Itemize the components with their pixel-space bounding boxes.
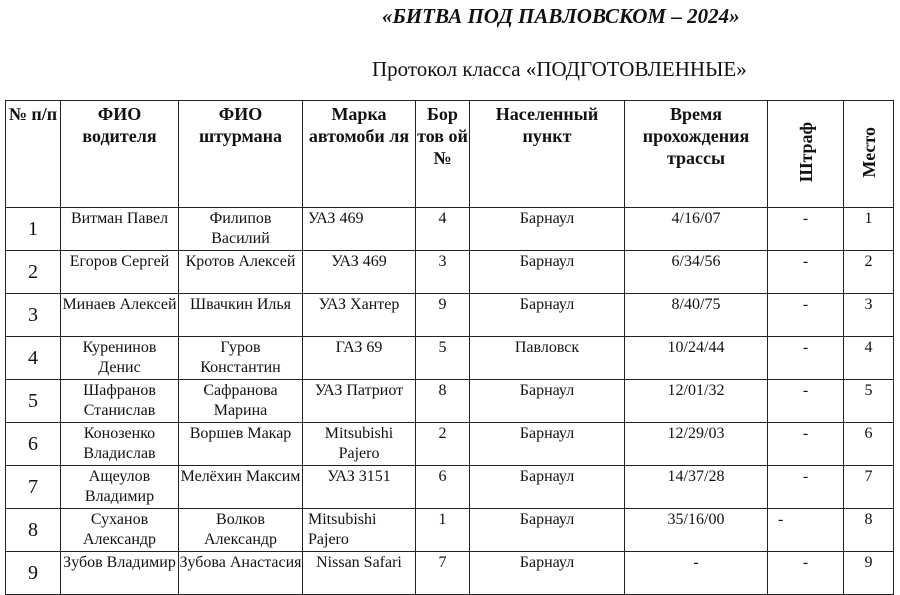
table-row bbox=[6, 337, 894, 380]
cell-num: 4 bbox=[6, 337, 61, 380]
table-row bbox=[6, 294, 894, 337]
cell-city: Барнаул bbox=[470, 552, 625, 595]
cell-driver: Шафранов Станислав bbox=[61, 380, 179, 423]
cell-time: 10/24/44 bbox=[625, 337, 768, 380]
cell-place: 1 bbox=[844, 208, 894, 251]
cell-place: 5 bbox=[844, 380, 894, 423]
cell-penalty: - bbox=[768, 552, 844, 595]
header-car: Марка автомоби ля bbox=[303, 101, 416, 208]
cell-navigator: Воршев Макар bbox=[179, 423, 303, 466]
document-title: «БИТВА ПОД ПАВЛОВСКОМ – 2024» bbox=[382, 4, 740, 28]
cell-board: 3 bbox=[416, 251, 470, 294]
cell-navigator: Сафранова Марина bbox=[179, 380, 303, 423]
cell-place: 2 bbox=[844, 251, 894, 294]
cell-penalty: - bbox=[768, 294, 844, 337]
cell-city: Барнаул bbox=[470, 423, 625, 466]
cell-car: УАЗ Патриот bbox=[303, 380, 416, 423]
table-row bbox=[6, 208, 894, 251]
cell-board: 7 bbox=[416, 552, 470, 595]
cell-navigator: Швачкин Илья bbox=[179, 294, 303, 337]
cell-num: 5 bbox=[6, 380, 61, 423]
cell-board: 8 bbox=[416, 380, 470, 423]
cell-time: - bbox=[625, 552, 768, 595]
cell-board: 5 bbox=[416, 337, 470, 380]
cell-num: 6 bbox=[6, 423, 61, 466]
cell-place: 8 bbox=[844, 509, 894, 552]
cell-board: 6 bbox=[416, 466, 470, 509]
protocol-subtitle: Протокол класса «ПОДГОТОВЛЕННЫЕ» bbox=[372, 57, 747, 81]
table-row bbox=[6, 423, 894, 466]
cell-city: Барнаул bbox=[470, 294, 625, 337]
cell-city: Барнаул bbox=[470, 251, 625, 294]
cell-driver: Суханов Александр bbox=[61, 509, 179, 552]
cell-num: 2 bbox=[6, 251, 61, 294]
cell-penalty: - bbox=[768, 337, 844, 380]
table-row bbox=[6, 251, 894, 294]
cell-city: Барнаул bbox=[470, 466, 625, 509]
cell-driver: Егоров Сергей bbox=[61, 251, 179, 294]
header-penalty-label: Штраф bbox=[795, 122, 816, 183]
results-table bbox=[5, 100, 894, 595]
cell-num: 1 bbox=[6, 208, 61, 251]
cell-city: Барнаул bbox=[470, 509, 625, 552]
cell-city: Павловск bbox=[470, 337, 625, 380]
cell-num: 3 bbox=[6, 294, 61, 337]
cell-driver: Витман Павел bbox=[61, 208, 179, 251]
cell-time: 8/40/75 bbox=[625, 294, 768, 337]
cell-board: 2 bbox=[416, 423, 470, 466]
header-board: Бор тов ой № bbox=[416, 101, 470, 208]
cell-navigator: Зубова Анастасия bbox=[179, 552, 303, 595]
cell-num: 8 bbox=[6, 509, 61, 552]
cell-driver: Зубов Владимир bbox=[61, 552, 179, 595]
header-time: Время прохождения трассы bbox=[625, 101, 768, 208]
cell-city: Барнаул bbox=[470, 380, 625, 423]
cell-penalty: - bbox=[768, 509, 844, 552]
cell-navigator: Волков Александр bbox=[179, 509, 303, 552]
cell-car: Mitsubishi Pajero bbox=[303, 423, 416, 466]
cell-car: УАЗ 469 bbox=[303, 208, 416, 251]
cell-driver: Конозенко Владислав bbox=[61, 423, 179, 466]
cell-board: 4 bbox=[416, 208, 470, 251]
cell-car: Mitsubishi Pajero bbox=[303, 509, 416, 552]
cell-time: 14/37/28 bbox=[625, 466, 768, 509]
header-num: № п/п bbox=[6, 101, 61, 208]
cell-time: 6/34/56 bbox=[625, 251, 768, 294]
cell-navigator: Гуров Константин bbox=[179, 337, 303, 380]
header-place-label: Место bbox=[858, 127, 879, 178]
cell-board: 9 bbox=[416, 294, 470, 337]
cell-time: 35/16/00 bbox=[625, 509, 768, 552]
cell-place: 3 bbox=[844, 294, 894, 337]
cell-driver: Куренинов Денис bbox=[61, 337, 179, 380]
cell-navigator: Филипов Василий bbox=[179, 208, 303, 251]
cell-car: ГАЗ 69 bbox=[303, 337, 416, 380]
cell-time: 12/29/03 bbox=[625, 423, 768, 466]
cell-place: 7 bbox=[844, 466, 894, 509]
cell-place: 9 bbox=[844, 552, 894, 595]
table-row bbox=[6, 466, 894, 509]
cell-penalty: - bbox=[768, 380, 844, 423]
cell-car: УАЗ 3151 bbox=[303, 466, 416, 509]
cell-navigator: Кротов Алексей bbox=[179, 251, 303, 294]
cell-car: УАЗ Хантер bbox=[303, 294, 416, 337]
cell-driver: Ащеулов Владимир bbox=[61, 466, 179, 509]
cell-board: 1 bbox=[416, 509, 470, 552]
cell-car: Nissan Safari bbox=[303, 552, 416, 595]
cell-car: УАЗ 469 bbox=[303, 251, 416, 294]
table-row bbox=[6, 380, 894, 423]
cell-penalty: - bbox=[768, 251, 844, 294]
table-row bbox=[6, 509, 894, 552]
cell-time: 12/01/32 bbox=[625, 380, 768, 423]
cell-time: 4/16/07 bbox=[625, 208, 768, 251]
cell-num: 9 bbox=[6, 552, 61, 595]
cell-driver: Минаев Алексей bbox=[61, 294, 179, 337]
header-penalty bbox=[768, 101, 844, 208]
table-row bbox=[6, 552, 894, 595]
header-place bbox=[844, 101, 894, 208]
cell-place: 4 bbox=[844, 337, 894, 380]
header-navigator: ФИО штурмана bbox=[179, 101, 303, 208]
cell-place: 6 bbox=[844, 423, 894, 466]
cell-num: 7 bbox=[6, 466, 61, 509]
cell-city: Барнаул bbox=[470, 208, 625, 251]
cell-penalty: - bbox=[768, 208, 844, 251]
cell-navigator: Мелёхин Максим bbox=[179, 466, 303, 509]
header-driver: ФИО водителя bbox=[61, 101, 179, 208]
header-city: Населенный пункт bbox=[470, 101, 625, 208]
table-header-row bbox=[6, 101, 894, 208]
cell-penalty: - bbox=[768, 423, 844, 466]
cell-penalty: - bbox=[768, 466, 844, 509]
